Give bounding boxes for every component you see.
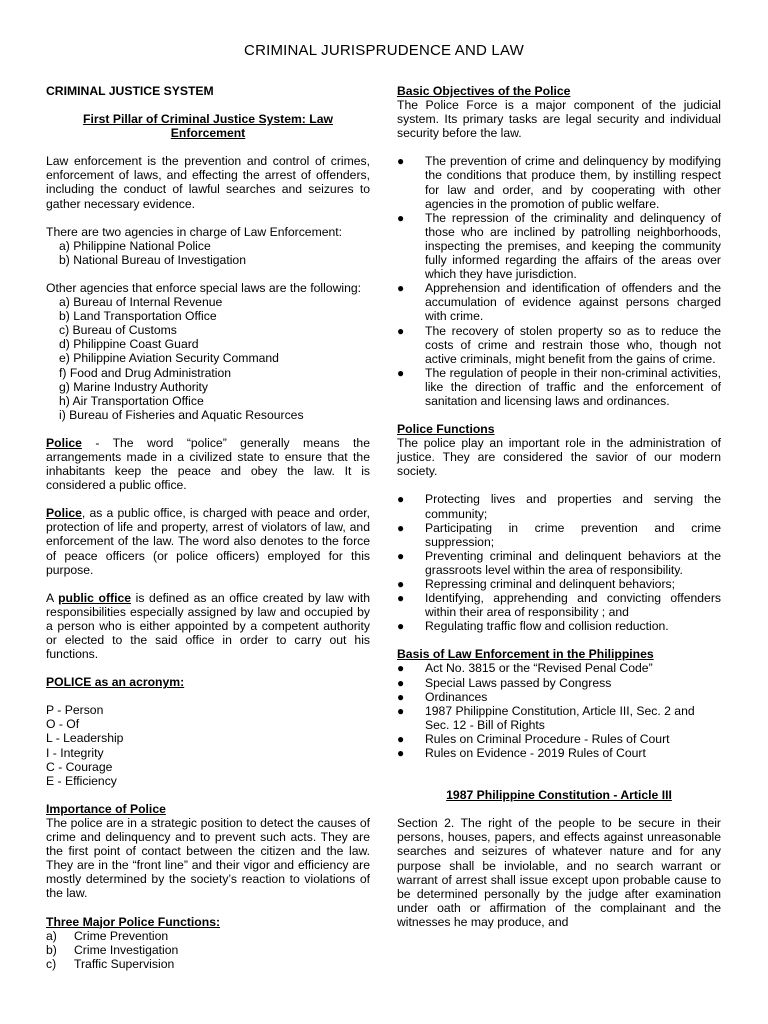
list-item [397,619,721,633]
list-item: g) Marine Industry Authority [59,379,209,394]
list-marker: a) [46,928,57,943]
list-text: The regulation of people in their non-criminal activities, like the direction of traffic and the enforcement of sanitation and licensing laws and ordinances. [425,365,721,408]
functions-paragraph: The police play an important role in the administration of justice. They are considered the savior of our modern society. [397,436,721,479]
bullet-icon: ● [397,619,405,634]
objectives-paragraph: The Police Force is a major component of the judicial system. Its primary tasks are legal security and individual security before the law. [397,98,721,141]
pillar-title-line2: Enforcement [170,126,246,141]
list-text: Protecting lives and properties and serving the community; [425,492,721,521]
public-office-text: is defined as an office created by law with responsibilities especially assigned by law and occupied by a person who is either appointed by a competent authority or elected to the said office in order to carry out his functions. [46,590,370,662]
three-functions-heading: Three Major Police Functions: [46,914,221,929]
bullet-icon: ● [397,281,405,296]
basis-heading: Basis of Law Enforcement in the Philippines [397,647,654,662]
list-item: c) Bureau of Customs [59,323,177,338]
acronym-list [46,703,370,788]
bullet-icon: ● [397,520,405,535]
list-text: The repression of the criminality and delinquency of those who are inclined by patrolling neighborhoods, inspecting the premises, and keeping the community fully informed regarding the affairs of the areas over which they have jurisdiction. [425,210,721,282]
bullet-icon: ● [397,746,405,761]
list-text: Ordinances [425,689,488,704]
list-item [397,746,721,760]
list-item: d) Philippine Coast Guard [59,337,199,352]
list-text: Repressing criminal and delinquent behaviors; [425,577,675,591]
list-item [397,690,721,704]
list-item: f) Food and Drug Administration [59,365,232,380]
right-column [397,84,721,929]
bullet-icon: ● [397,323,405,338]
document-title: CRIMINAL JURISPRUDENCE AND LAW [244,42,524,59]
bullet-icon: ● [397,548,405,563]
list-item [46,957,370,971]
list-item [46,929,370,943]
police-term: Police [46,435,82,450]
police-office-paragraph [46,506,370,576]
bullet-icon: ● [397,661,405,676]
police-office-text: , as a public office, is charged with peace and order, protection of life and property, arrest of violators of law, and enforcement of the law. The word also denotes to the force of peace officers (or police officers) employed for this purpose. [46,506,370,577]
list-text: Rules on Evidence - 2019 Rules of Court [425,746,646,761]
two-agencies-intro: There are two agencies in charge of Law Enforcement: [46,224,343,239]
police-definition-paragraph [46,436,370,492]
functions-heading: Police Functions [397,422,495,437]
list-text: 1987 Philippine Constitution, Article III, Sec. 2 and Sec. 12 - Bill of Rights [425,703,695,732]
list-item [397,492,721,520]
list-text: Identifying, apprehending and convicting offenders within their area of responsibility ; and [425,591,721,620]
list-item: E - Efficiency [46,773,117,788]
list-item: a) Bureau of Internal Revenue [59,295,223,310]
list-item: b) National Bureau of Investigation [59,252,246,267]
public-office-term: public office [58,590,132,605]
list-item [397,577,721,591]
list-item: O - Of [46,717,80,732]
list-item [397,676,721,690]
list-item [397,661,721,675]
other-agencies-intro: Other agencies that enforce special laws are the following: [46,280,362,295]
list-text: Regulating traffic flow and collision reduction. [425,619,669,634]
section-heading-criminal-justice-system: CRIMINAL JUSTICE SYSTEM [46,84,214,98]
bullet-icon: ● [397,492,405,507]
left-column [46,84,370,971]
police-definition-text: - The word “police” generally means the arrangements made in a civilized state to ensure that the inhabitants keep the peace and obey the law. It is considered a public office. [46,435,370,493]
bullet-icon: ● [397,703,405,718]
public-office-paragraph [46,591,370,661]
list-item [397,154,721,210]
list-marker: c) [46,956,57,971]
list-item [397,366,721,408]
public-office-pre: A [46,590,59,605]
pillar-title-line1: First Pillar of Criminal Justice System: Law [83,112,333,127]
list-text: The prevention of crime and delinquency by modifying the conditions that produce them, by instilling respect for law and order, and by cooperating with other agencies in the promotion of public welfare. [425,154,721,211]
importance-heading: Importance of Police [46,801,166,816]
importance-paragraph: The police are in a strategic position to detect the causes of crime and delinquency and to prevent such acts. They are the first point of contact between the citizen and the law. They are in the “front line” and their vigor and efficiency are mostly determined by the society’s reaction to violations of the law. [46,815,370,901]
list-text: Apprehension and identification of offenders and the accumulation of evidence against persons charged with crime. [425,281,721,324]
list-item: h) Air Transportation Office [59,393,204,408]
bullet-icon: ● [397,689,405,704]
list-item [46,943,370,957]
bullet-icon: ● [397,731,405,746]
list-text: Rules on Criminal Procedure - Rules of Court [425,731,670,746]
list-text: Preventing criminal and delinquent behaviors at the grassroots level within the area of responsibility. [425,548,721,577]
list-text: Traffic Supervision [74,956,175,971]
list-item: L - Leadership [46,731,124,746]
bullet-icon: ● [397,154,405,169]
bullet-icon: ● [397,675,405,690]
acronym-heading: POLICE as an acronym: [46,675,185,690]
list-item: a) Philippine National Police [59,238,211,253]
list-item: i) Bureau of Fisheries and Aquatic Resources [59,407,304,422]
list-item: e) Philippine Aviation Security Command [59,351,279,366]
list-item: I - Integrity [46,745,104,760]
list-item [397,549,721,577]
objectives-heading: Basic Objectives of the Police [397,84,571,98]
list-item: b) Land Transportation Office [59,309,217,324]
list-item [397,281,721,323]
list-item [397,704,721,732]
list-item [397,211,721,281]
bullet-icon: ● [397,577,405,591]
bullet-icon: ● [397,210,405,225]
list-item [397,324,721,366]
list-text: Crime Prevention [74,928,169,943]
list-marker: b) [46,942,57,957]
bullet-icon: ● [397,365,405,380]
functions-list [397,492,721,633]
list-item: C - Courage [46,759,113,774]
list-text: The recovery of stolen property so as to reduce the costs of crime and restrain those who, though not active criminals, might benefit from the gains of crime. [425,323,721,366]
objectives-list [397,154,721,408]
list-item [397,732,721,746]
section2-paragraph: Section 2. The right of the people to be secure in their persons, houses, papers, and effects against unreasonable searches and seizures of whatever nature and for any purpose shall be inviolable, and no search warrant or warrant of arrest shall issue except upon probable cause to be determined personally by the judge after examination under oath or affirmation of the complainant and the witnesses he may produce, and [397,816,721,929]
list-text: Special Laws passed by Congress [425,675,612,690]
list-text: Crime Investigation [74,942,179,957]
constitution-heading: 1987 Philippine Constitution - Article III [446,788,672,803]
list-item [397,521,721,549]
list-item [397,591,721,619]
law-enforcement-paragraph: Law enforcement is the prevention and control of crimes, enforcement of laws, and effecting the arrest of offenders, including the conduct of lawful searches and seizures to gather necessary evidence. [46,154,370,211]
list-item: P - Person [46,703,104,718]
basis-list [397,661,721,760]
police-office-term: Police [46,506,82,521]
two-agencies-list [46,239,370,267]
list-text: Act No. 3815 or the “Revised Penal Code” [425,661,653,676]
list-text: Participating in crime prevention and crime suppression; [425,520,721,549]
other-agencies-list [46,295,370,422]
three-functions-list [46,929,370,971]
bullet-icon: ● [397,591,405,606]
